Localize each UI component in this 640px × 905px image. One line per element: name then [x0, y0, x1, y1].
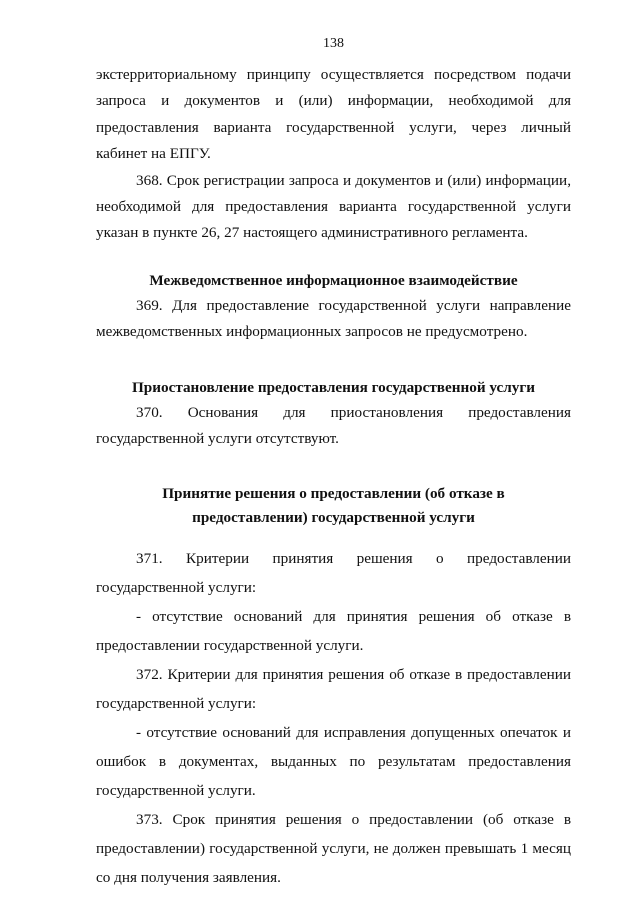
decision-section: [96, 544, 571, 892]
spacer: [96, 530, 571, 544]
heading-decision-line-1: Принятие решения о предоставлении (об отказе в: [162, 485, 505, 503]
paragraph-368: 368. Срок регистрации запроса и документов и (или) информации, необходимой для предоставления варианта государственной услуги указан в пункте 26, 27 настоящего административного регламента.: [96, 171, 571, 242]
spacer: [96, 346, 571, 376]
paragraph-373: 373. Срок принятия решения о предоставлении (об отказе в предоставлении) государственной услуги, не должен превышать 1 месяц со дня получения заявления.: [96, 811, 571, 887]
heading-decision-line-2: предоставлении) государственной услуги: [192, 509, 475, 527]
paragraph-369: 369. Для предоставление государственной услуги направление межведомственных информационных запросов не предусмотрено.: [96, 296, 571, 341]
page-content: [96, 62, 571, 892]
spacer: [96, 247, 571, 269]
spacer: [96, 452, 571, 482]
paragraph-372: 372. Критерии для принятия решения об отказе в предоставлении государственной услуги:: [96, 666, 571, 713]
document-page: [96, 0, 571, 905]
paragraph-372-item: - отсутствие оснований для исправления допущенных опечаток и ошибок в документах, выданных по результатам предоставления государственной услуги.: [96, 724, 571, 800]
paragraph-370: 370. Основания для приостановления предоставления государственной услуги отсутствуют.: [96, 403, 571, 448]
paragraph-371-item: - отсутствие оснований для принятия решения об отказе в предоставлении государственной услуги.: [96, 608, 571, 655]
paragraph-371: 371. Критерии принятия решения о предоставлении государственной услуги:: [96, 550, 571, 597]
paragraph-continuation: экстерриториальному принципу осуществляется посредством подачи запроса и документов и (или) информации, необходимой для предоставления варианта государственной услуги, через личный кабинет на ЕПГУ.: [96, 66, 571, 163]
page-number: 138: [323, 36, 344, 51]
heading-interagency: Межведомственное информационное взаимодействие: [149, 271, 518, 289]
heading-suspension: Приостановление предоставления государственной услуги: [131, 378, 536, 396]
